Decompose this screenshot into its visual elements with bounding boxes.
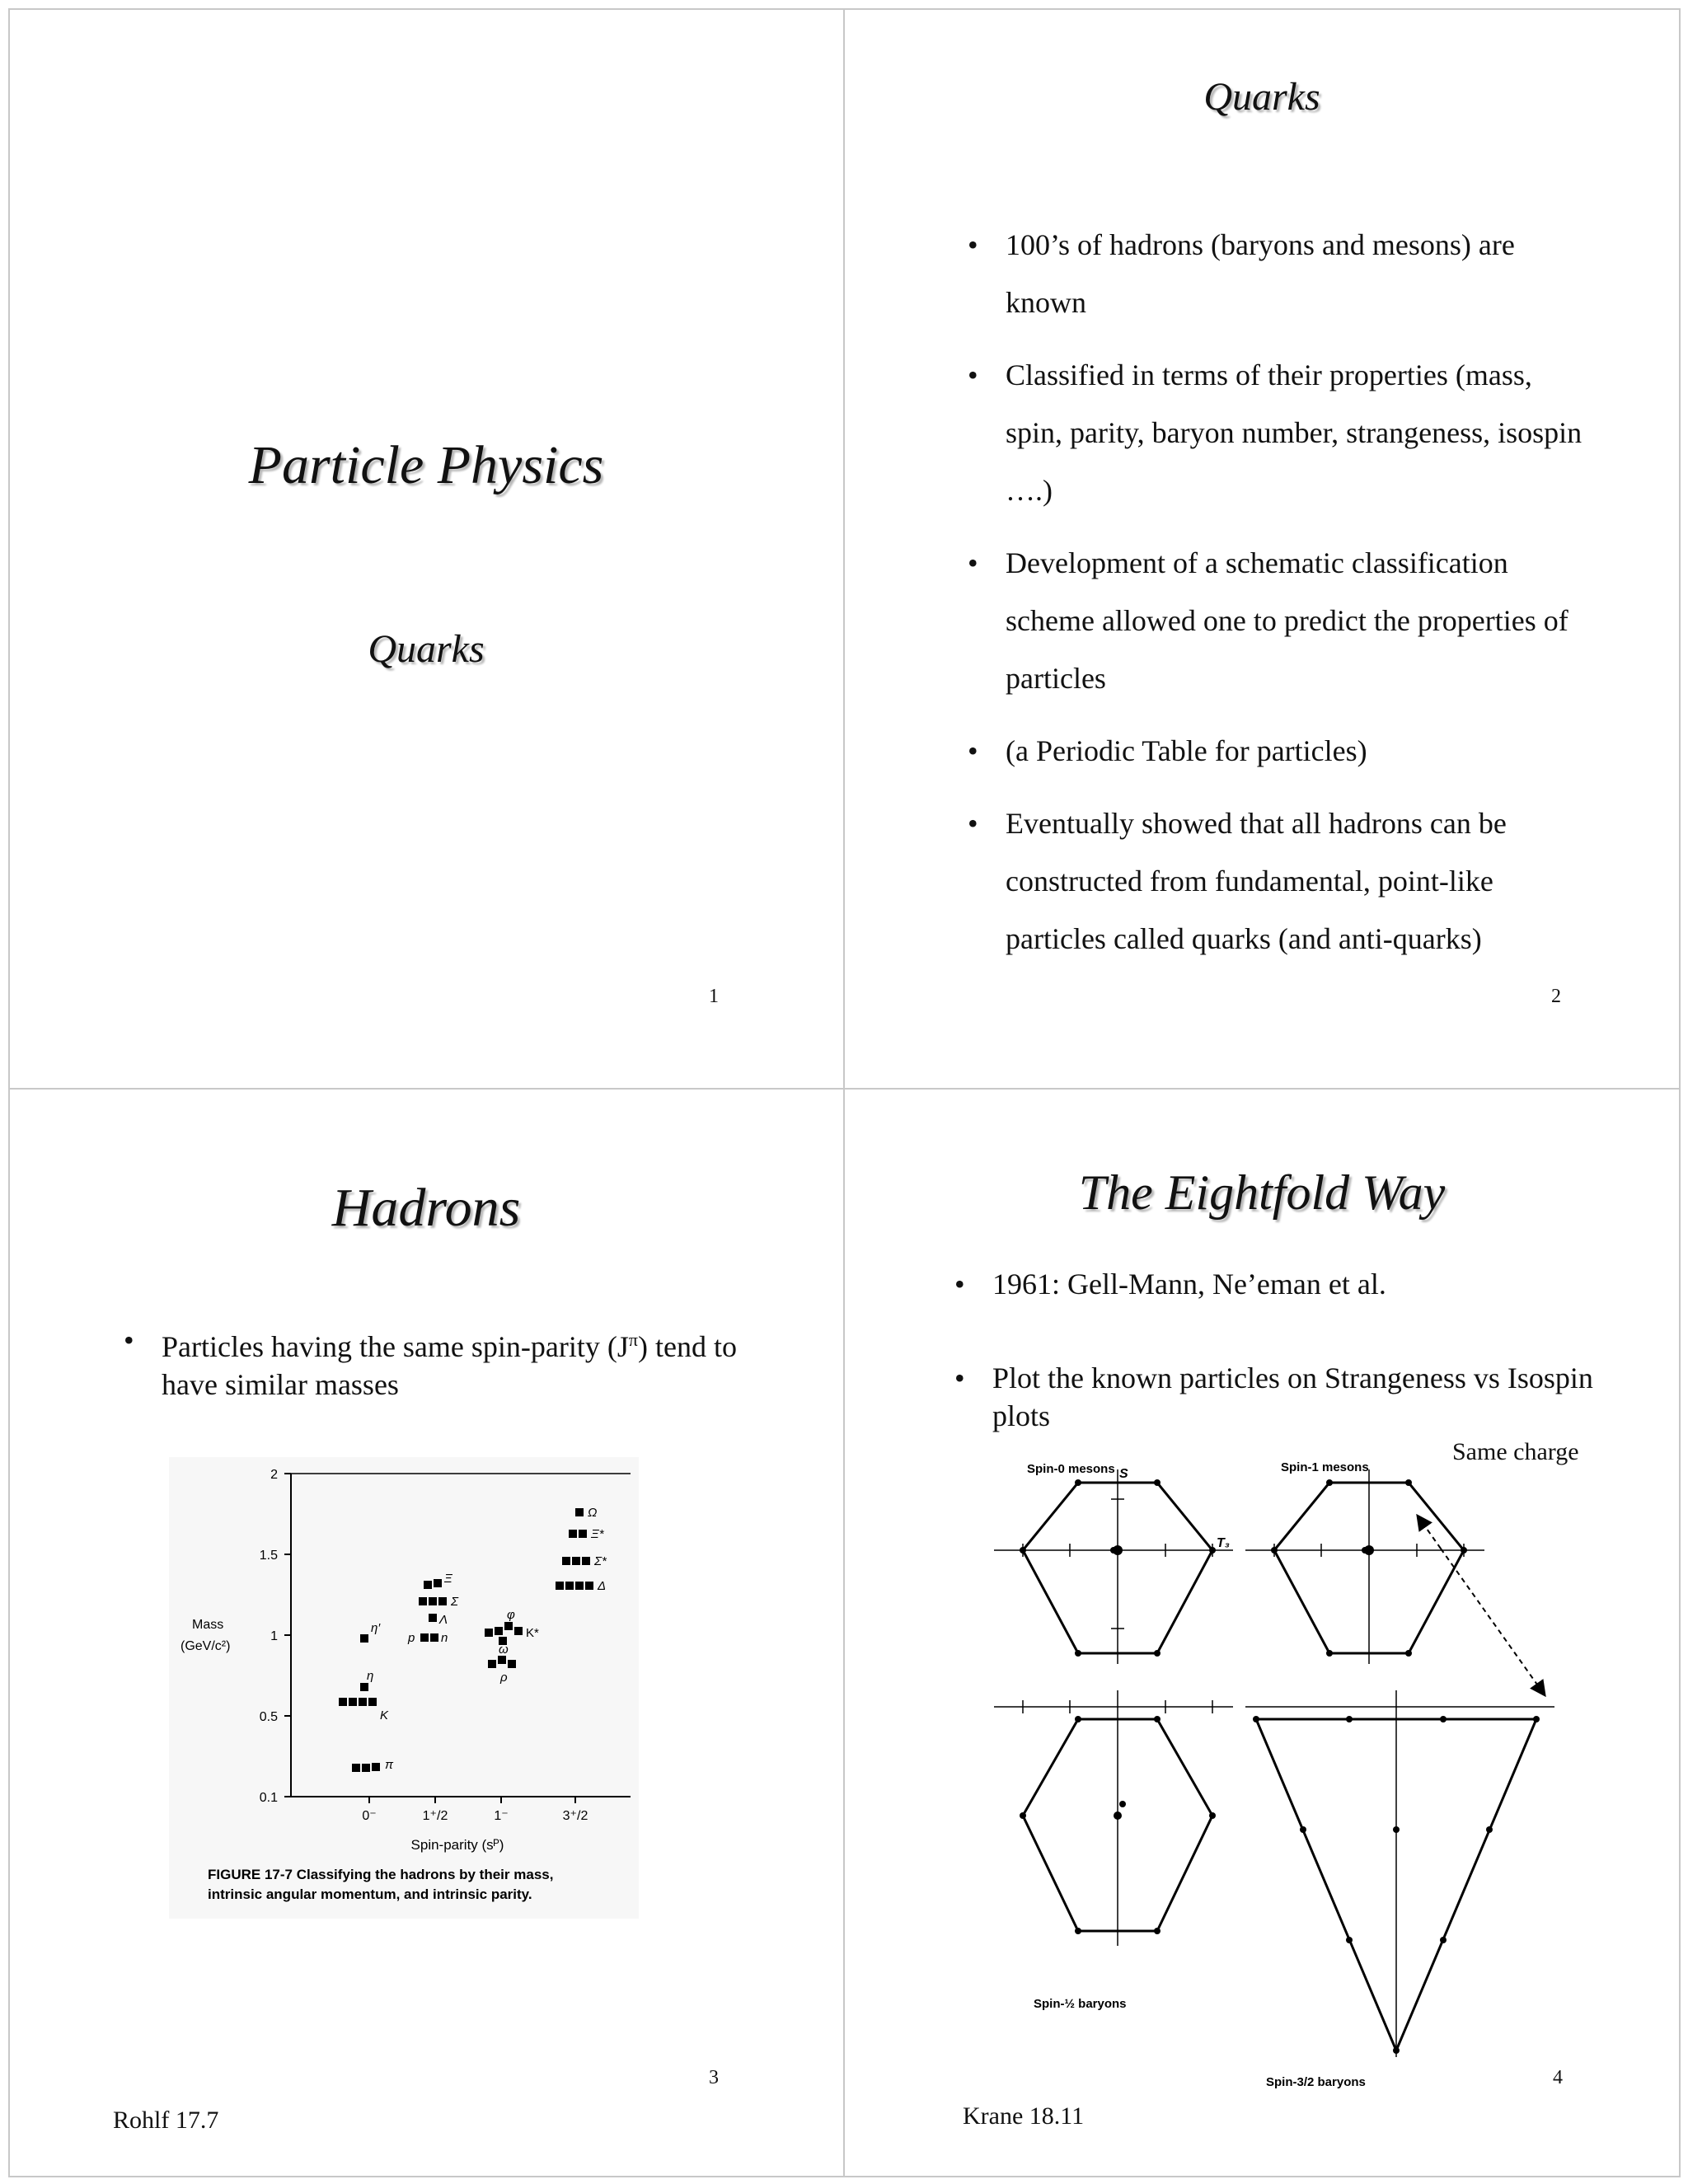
spin-half-baryons-label: Spin-½ baryons: [1034, 1997, 1127, 2011]
bullet-list: [968, 216, 1594, 982]
y-axis-label-units: (GeV/c²): [181, 1639, 231, 1653]
slide-title: Quarks: [1203, 75, 1320, 119]
label-Xi: Ξ: [444, 1572, 452, 1586]
slide-subtitle: Quarks: [368, 627, 485, 671]
y-tick-label: 0.5: [259, 1710, 278, 1724]
label-eta-prime: η′: [371, 1621, 381, 1635]
bullet-item: • 1961: Gell-Mann, Ne’eman et al.: [954, 1265, 1597, 1303]
spin0-mesons-label: Spin-0 mesons: [1027, 1462, 1115, 1476]
figure-background: [169, 1457, 639, 1919]
y-axis-label: Mass: [192, 1618, 224, 1632]
x-tick-label: 1⁺/2: [422, 1809, 448, 1823]
footer-reference: Krane 18.11: [963, 2102, 1085, 2130]
figure-caption: FIGURE 17-7 Classifying the hadrons by their mass,: [208, 1867, 554, 1882]
y-tick-label: 1.5: [259, 1549, 278, 1563]
bullet-list: [954, 1265, 1597, 1435]
y-tick-label: 2: [270, 1468, 278, 1482]
y-tick-label: 0.1: [259, 1791, 278, 1805]
same-charge-arrow-down: [1441, 1549, 1541, 1690]
label-Lambda: Λ: [439, 1613, 448, 1627]
spin1-mesons-label: Spin-1 mesons: [1281, 1460, 1369, 1474]
bullet-item: • Development of a schematic classification scheme allowed one to predict the properties of particles: [968, 534, 1594, 707]
label-eta: η: [367, 1669, 374, 1683]
bullet-text: Particles having the same spin-parity (J: [162, 1330, 629, 1363]
x-tick-label: 3⁺/2: [562, 1809, 588, 1823]
axis-T3-label: T₃: [1217, 1536, 1230, 1550]
spin-half-axes: [994, 1690, 1233, 1946]
bullet-item: • Plot the known particles on Strangeness vs Isospin plots: [954, 1359, 1597, 1435]
page-number: 2: [1551, 986, 1561, 1007]
same-charge-annotation: Same charge: [1452, 1438, 1579, 1465]
spin-three-halves-axes: [1245, 1690, 1554, 2057]
bullet-item: • Classified in terms of their properties (mass, spin, parity, baryon number, strangeness, isospin ….): [968, 346, 1594, 519]
x-tick-label: 0⁻: [362, 1809, 377, 1823]
diagram-labels: [1027, 1460, 1369, 2089]
label-Omega: Ω: [588, 1506, 598, 1520]
y-tick-label: 1: [270, 1629, 278, 1643]
slide-2: [846, 10, 1678, 1086]
label-Xi-star: Ξ*: [591, 1527, 604, 1541]
bullet-item: • Eventually showed that all hadrons can be constructed from fundamental, point-like particles called quarks (and anti-quarks): [968, 794, 1594, 968]
footer-reference: Rohlf 17.7: [113, 2107, 219, 2134]
spin1-axes: [1245, 1469, 1484, 1664]
label-phi: φ: [507, 1608, 515, 1622]
slide-1: [10, 10, 842, 1086]
label-n: n: [441, 1631, 448, 1645]
page-number: 3: [709, 2067, 719, 2088]
label-Delta: Δ: [598, 1579, 607, 1593]
label-pi: π: [385, 1758, 394, 1772]
bullet-item: • (a Periodic Table for particles): [968, 722, 1594, 780]
eightfold-way-diagrams: [969, 1418, 1678, 2098]
x-axis-label: Spin-parity (sᴾ): [410, 1837, 504, 1853]
pi-superscript: π: [628, 1329, 638, 1350]
bullet-text-end: ) tend to have similar masses: [162, 1330, 737, 1401]
x-tick-label: 1⁻: [494, 1809, 509, 1823]
horizontal-divider: [8, 1088, 1679, 1090]
same-charge-arrow-up: [1421, 1521, 1441, 1549]
axis-S-label: S: [1119, 1467, 1128, 1481]
slide-title: The Eightfold Way: [1078, 1165, 1446, 1220]
label-Sigma-star: Σ*: [594, 1554, 607, 1568]
bullet-item: • 100’s of hadrons (baryons and mesons) are known: [968, 216, 1594, 331]
spin-three-halves-baryons-label: Spin-3/2 baryons: [1266, 2075, 1366, 2089]
hadron-mass-figure: [169, 1457, 639, 1919]
slide-title: Hadrons: [331, 1178, 521, 1238]
label-omega: ω: [499, 1643, 509, 1657]
slide-title: Particle Physics: [248, 435, 604, 495]
slide-4: [846, 1090, 1678, 2172]
vertical-divider: [843, 8, 845, 2176]
label-K: K: [380, 1708, 389, 1722]
label-Sigma: Σ: [451, 1595, 458, 1609]
page-number: 1: [709, 986, 719, 1007]
page-number: 4: [1553, 2067, 1563, 2088]
figure-caption: intrinsic angular momentum, and intrinsic parity.: [208, 1886, 532, 1902]
label-p: p: [408, 1631, 415, 1645]
slide-3: [10, 1090, 842, 2172]
label-K-star: K*: [526, 1626, 539, 1640]
bullet-list: [124, 1321, 775, 1404]
bullet-item: [124, 1321, 775, 1404]
label-rho: ρ: [500, 1671, 508, 1685]
spin0-axes: [994, 1469, 1233, 1664]
